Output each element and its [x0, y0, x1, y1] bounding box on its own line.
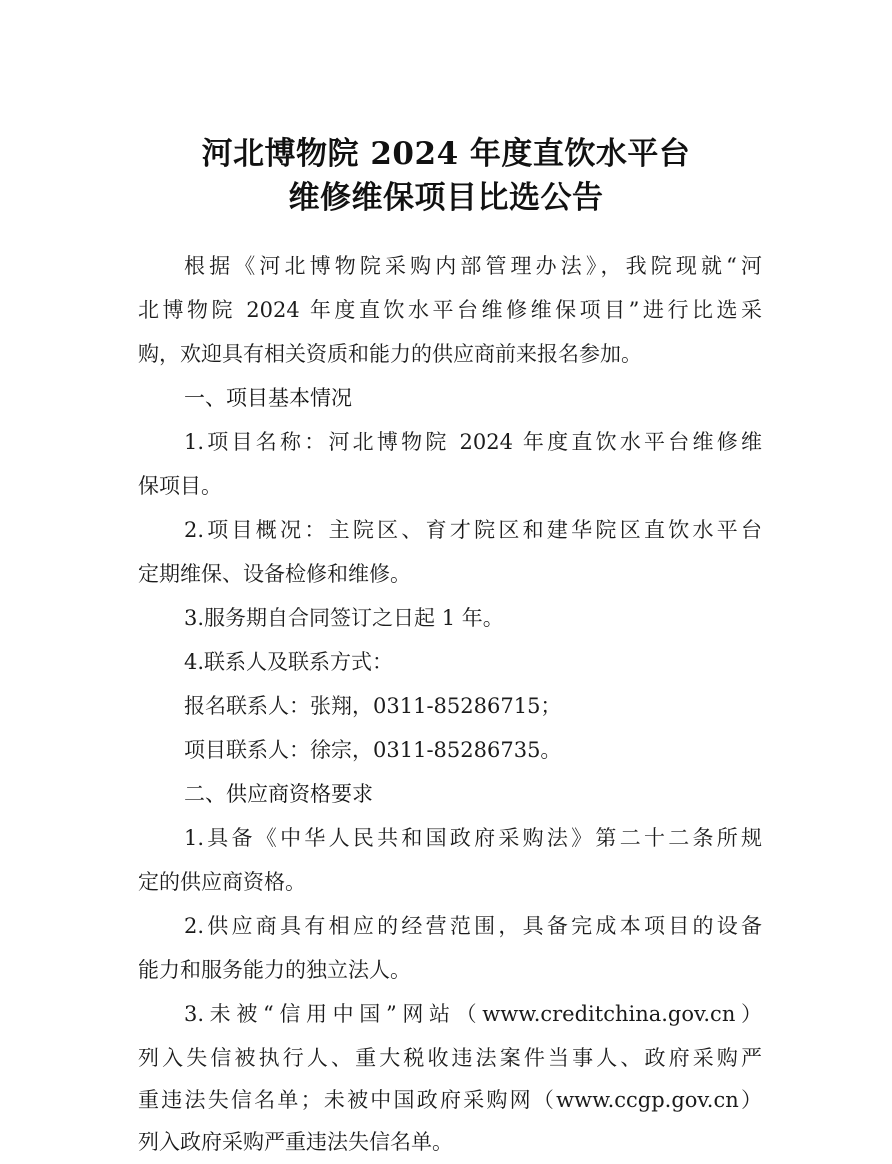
section-1-item-3: 3.服务期自合同签订之日起 1 年。 — [184, 606, 504, 630]
section-1-item-4: 4.联系人及联系方式： — [184, 650, 394, 674]
section-2-item-3-line-4: 列入政府采购严重违法失信名单。 — [138, 1130, 453, 1154]
section-2-heading: 二、供应商资格要求 — [184, 782, 373, 806]
project-contact: 项目联系人：徐宗，0311-85286735。 — [184, 738, 562, 762]
section-2-item-1-line-2: 定的供应商资格。 — [138, 870, 306, 894]
section-1-item-2-line-1: 2.项目概况：主院区、育才院区和建华院区直饮水平台 — [184, 518, 762, 542]
section-1-item-2-line-2: 定期维保、设备检修和维修。 — [138, 562, 411, 586]
intro-paragraph-line-3: 购，欢迎具有相关资质和能力的供应商前来报名参加。 — [138, 342, 642, 366]
section-2-item-2-line-2: 能力和服务能力的独立法人。 — [138, 958, 411, 982]
section-1-item-1-line-2: 保项目。 — [138, 474, 222, 498]
registration-contact: 报名联系人：张翔，0311-85286715； — [184, 694, 562, 718]
section-2-item-3-line-2: 列入失信被执行人、重大税收违法案件当事人、政府采购严 — [138, 1046, 762, 1070]
intro-paragraph-line-1: 根据《河北博物院采购内部管理办法》，我院现就“河 — [184, 254, 762, 278]
section-2-item-3-line-1: 3.未被“信用中国”网站（www.creditchina.gov.cn） — [184, 1002, 762, 1026]
intro-paragraph-line-2: 北博物院 2024 年度直饮水平台维修维保项目”进行比选采 — [138, 298, 762, 322]
section-1-heading: 一、项目基本情况 — [184, 386, 352, 410]
section-2-item-3-line-3: 重违法失信名单；未被中国政府采购网（www.ccgp.gov.cn） — [138, 1088, 762, 1112]
document-title-line-2: 维修维保项目比选公告 — [288, 180, 604, 216]
section-1-item-1-line-1: 1.项目名称：河北博物院 2024 年度直饮水平台维修维 — [184, 430, 762, 454]
section-2-item-2-line-1: 2.供应商具有相应的经营范围，具备完成本项目的设备 — [184, 914, 762, 938]
document-title-line-1: 河北博物院 2024 年度直饮水平台 — [201, 136, 691, 172]
section-2-item-1-line-1: 1.具备《中华人民共和国政府采购法》第二十二条所规 — [184, 826, 762, 850]
